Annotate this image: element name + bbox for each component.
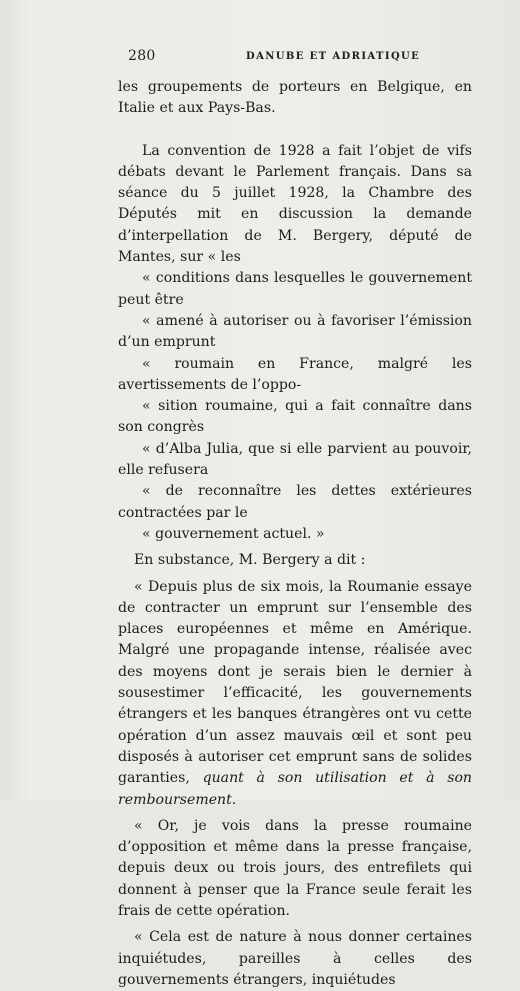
quoted-line: « roumain en France, malgré les avertissements de l’oppo- bbox=[118, 355, 472, 393]
paragraph-quote-1-text: « Depuis plus de six mois, la Roumanie essaye de contracter un emprunt sur l’ensemble des places européennes et même en Amérique. Malgré une propagande intense, réalisée avec des moyens dont je serais bien le dernier à sousestimer l’efficacité, les gouvernements étrangers et les banques étrangères ont vu cette opération d’un assez mauvais œil et sont peu disposés à autoriser cet emprunt sans de solides garanties, bbox=[118, 578, 472, 787]
page-header bbox=[128, 46, 500, 66]
quoted-line: « amené à autoriser ou à favoriser l’émission d’un emprunt bbox=[118, 312, 472, 351]
paragraph-quote-3: « Cela est de nature à nous donner certaines inquiétudes, pareilles à celles des gouvernements étrangers, inquiétudes bbox=[118, 929, 472, 988]
quoted-line: « sition roumaine, qui a fait connaître dans son congrès bbox=[118, 398, 472, 436]
quoted-line: « gouvernement actuel. » bbox=[142, 525, 325, 542]
paragraph-continuation: les groupements de porteurs en Belgique, en Italie et aux Pays-Bas. bbox=[118, 79, 472, 117]
quoted-line: « de reconnaître les dettes extérieures contractées par le bbox=[118, 483, 472, 521]
paragraph-substance: En substance, M. Bergery a dit : bbox=[134, 552, 366, 569]
paragraph-quote-1 bbox=[118, 577, 472, 811]
paragraph-convention bbox=[118, 141, 472, 546]
paragraph-convention-text: La convention de 1928 a fait l’objet de vifs débats devant le Parlement français. Dans sa séance du 5 juillet 1928, la Chambre des Députés mit en discussion la demande d’interpellation de M. Bergery, député de Mantes, sur « les bbox=[118, 142, 472, 266]
italic-phrase: quant à son utilisation et à son remboursement. bbox=[118, 770, 473, 808]
quoted-line: « d’Alba Julia, que si elle parvient au pouvoir, elle refusera bbox=[118, 440, 472, 479]
quoted-line: « conditions dans lesquelles le gouvernement peut être bbox=[118, 270, 472, 308]
page-number: 280 bbox=[128, 48, 156, 64]
paragraph-quote-2: « Or, je vois dans la presse roumaine d’opposition et même dans la presse française, depuis deux ou trois jours, des entrefilets qui donnent à penser que la France seule ferait les frais de cette opération. bbox=[118, 817, 472, 919]
running-title: DANUBE ET ADRIATIQUE bbox=[246, 51, 421, 62]
body-text bbox=[118, 77, 472, 991]
